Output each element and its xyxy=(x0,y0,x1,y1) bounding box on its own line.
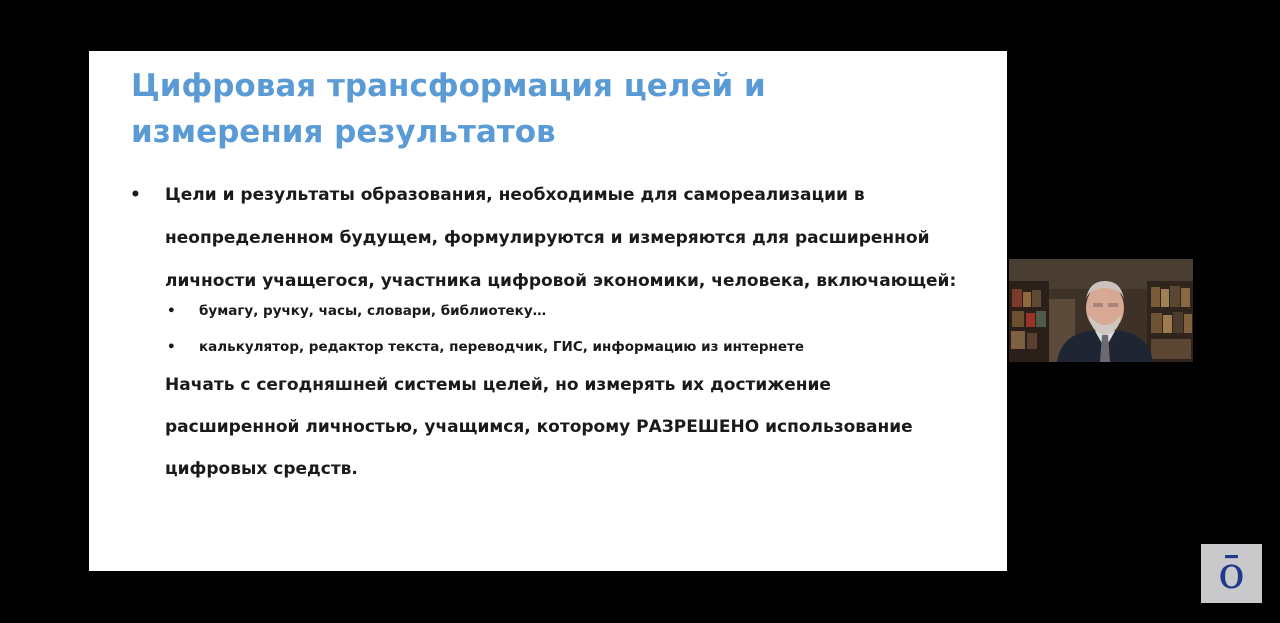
sub-bullet-dot: • xyxy=(167,303,176,319)
sub-bullet-dot: • xyxy=(167,339,176,355)
participant-video-tile[interactable] xyxy=(1009,259,1193,362)
speaker-video-frame xyxy=(1009,259,1193,362)
channel-logo xyxy=(1201,544,1262,603)
main-bullet-text: Цели и результаты образования, необходимые для самореализации в неопределенном будущем, формулируются и измеряются для расширенной личности учащегося, участника цифровой экономики, человека, включающей: xyxy=(165,185,957,291)
slide-title: Цифровая трансформация целей и измерения результатов xyxy=(131,68,766,150)
sub-bullet-text: калькулятор, редактор текста, переводчик, ГИС, информацию из интернете xyxy=(199,339,805,355)
sub-bullet-text: бумагу, ручку, часы, словари, библиотеку… xyxy=(199,303,547,319)
logo-icon: ō xyxy=(1218,548,1245,599)
bullet-dot: • xyxy=(130,185,141,205)
slide-paragraph: Начать с сегодняшней системы целей, но измерять их достижение расширенной личностью, учащимся, которому РАЗРЕШЕНО использование цифровых средств. xyxy=(165,375,913,479)
presentation-slide xyxy=(89,51,1007,571)
